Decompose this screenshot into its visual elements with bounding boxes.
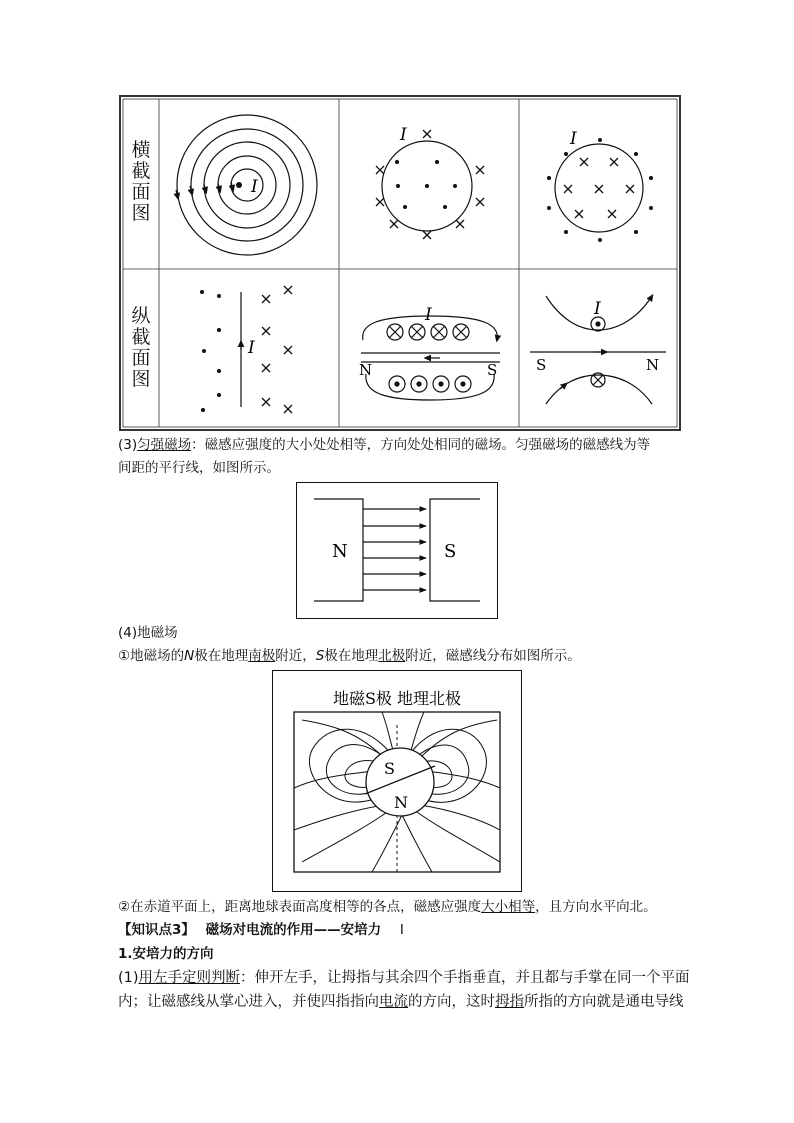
solenoid-s-label: S (487, 361, 498, 379)
n-letter: N (184, 648, 195, 664)
knowledge-point-title: 磁场对电流的作用——安培力 (205, 922, 382, 938)
geomagnetic-heading: (4)地磁场 (118, 625, 178, 641)
knowledge-point-level: Ⅰ (399, 922, 404, 938)
loop-reverse-cross-section (547, 138, 653, 242)
table-frame (120, 96, 680, 430)
uniform-field-figure (296, 482, 498, 619)
point1-mid3: 极在地理 (324, 648, 379, 664)
south-pole-term: 南极 (248, 648, 276, 664)
field-table-figure (0, 0, 794, 440)
para-number: (1) (118, 970, 139, 986)
ampere-direction-line1 (118, 967, 690, 989)
point1-suffix: 附近，磁感线分布如图所示。 (405, 648, 581, 664)
magnet-s-label: S (444, 541, 457, 562)
solenoid-n-label: N (359, 361, 373, 379)
north-pole-term: 北极 (378, 648, 406, 664)
equal-magnitude-term: 大小相等 (481, 899, 536, 915)
uniform-field-line1 (118, 434, 678, 456)
straight-wire-cross-section (176, 115, 317, 255)
loop-reverse-current-label: I (570, 129, 577, 149)
row-label-char: 图 (131, 202, 151, 224)
geomagnetic-point2 (118, 896, 678, 918)
row-label-char: 横 (131, 139, 151, 161)
row-label-char: 图 (131, 368, 151, 390)
earth-magnetic-field-figure (272, 670, 522, 892)
knowledge-point-label: 【知识点3】 (118, 922, 195, 938)
solenoid-longitudinal (361, 316, 500, 400)
left-hand-rule-term: 用左手定则判断 (138, 970, 241, 986)
ampere-line2-c: 所指的方向就是通电导线 (524, 994, 684, 1010)
point1-mid1: 极在地理 (194, 648, 249, 664)
wire-current-label: I (251, 177, 258, 197)
point1-mid2: 附近， (275, 648, 316, 664)
ampere-line2-b: 的方向，这时 (408, 994, 495, 1010)
earth-s-pole-label: S (384, 759, 395, 778)
knowledge-point-heading (118, 919, 678, 941)
uniform-field-line2: 间距的平行线，如图所示。 (118, 460, 280, 476)
row-label-longitudinal (130, 306, 152, 390)
uniform-field-lines (363, 509, 426, 590)
row-label-char: 面 (131, 181, 151, 203)
loop-cross-section (376, 130, 484, 239)
row-label-char: 面 (131, 347, 151, 369)
loop-long-s-label: S (536, 356, 547, 374)
row-label-char: 截 (131, 326, 151, 348)
point2-prefix: ②在赤道平面上，距离地球表面高度相等的各点，磁感应强度 (118, 899, 482, 915)
loop-current-label: I (400, 125, 407, 145)
straight-wire-longitudinal (200, 286, 292, 413)
row-label-cross (130, 140, 152, 224)
uniform-field-term: 匀强磁场 (137, 437, 192, 453)
point2-suffix: ，且方向水平向北。 (535, 899, 657, 915)
ampere-line2-a: 内；让磁感线从掌心进入，并使四指指向 (118, 994, 379, 1010)
solenoid-current-label: I (425, 305, 432, 325)
magnet-n-label: N (332, 541, 348, 562)
loop-long-current-label: I (594, 299, 601, 319)
ampere-direction-heading: 1.安培力的方向 (118, 946, 214, 962)
point1-prefix: ①地磁场的 (118, 648, 185, 664)
current-term: 电流 (379, 994, 408, 1010)
wire-long-current-label: I (248, 338, 255, 358)
ampere-line1-text: ：伸开左手，让拇指与其余四个手指垂直，并且都与手掌在同一个平面 (240, 970, 690, 986)
earth-figure-caption: 地磁S极 地理北极 (332, 689, 462, 708)
para-number: (3) (118, 437, 138, 453)
geomagnetic-point1 (118, 645, 678, 667)
loop-long-n-label: N (646, 356, 660, 374)
row-label-char: 纵 (131, 305, 151, 327)
earth-n-pole-label: N (394, 793, 408, 812)
thumb-term: 拇指 (495, 994, 524, 1010)
uniform-field-text: ：磁感应强度的大小处处相等，方向处处相同的磁场。匀强磁场的磁感线为等 (191, 437, 651, 453)
ampere-direction-line2 (118, 991, 684, 1013)
s-letter: S (315, 648, 325, 664)
row-label-char: 截 (131, 160, 151, 182)
